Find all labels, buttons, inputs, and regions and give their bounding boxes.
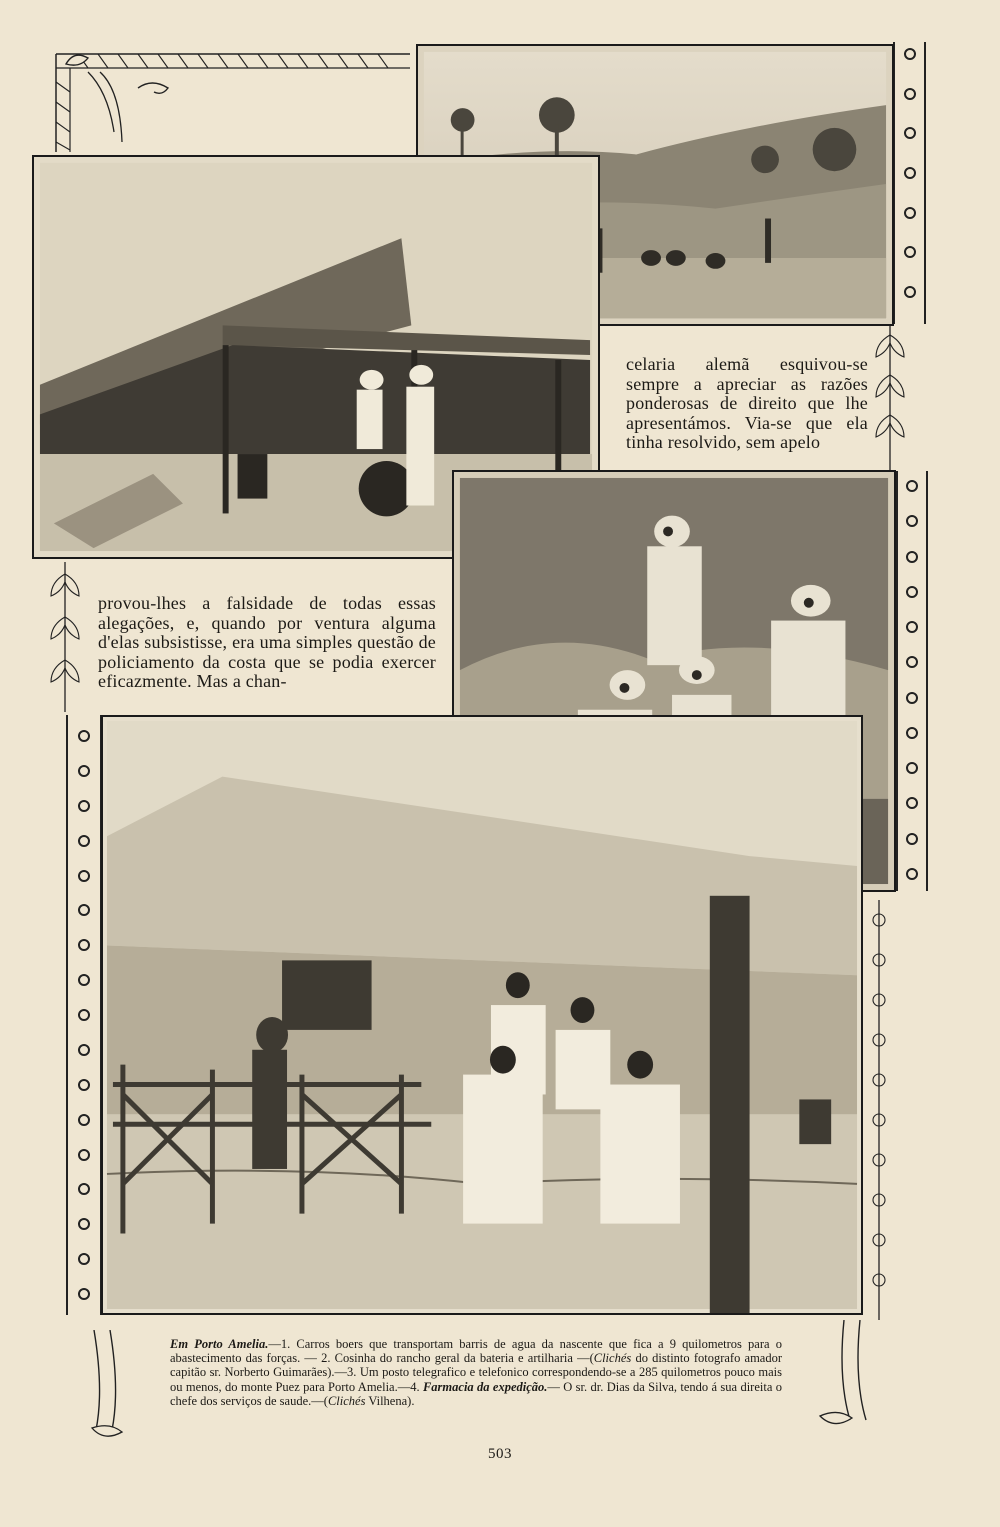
ring-icon <box>78 765 90 777</box>
ring-icon <box>78 974 90 986</box>
ribbon-ornament-icon <box>84 1330 154 1450</box>
ring-icon <box>78 835 90 847</box>
ring-icon <box>906 586 918 598</box>
border-line <box>926 471 928 891</box>
vine-ornament-icon <box>873 325 907 470</box>
ring-icon <box>904 207 916 219</box>
ring-icon <box>78 1044 90 1056</box>
caption-text: — O sr. dr. Dias da Silva, tendo á sua direita o chefe dos serviços de saude.—( <box>170 1379 782 1408</box>
ring-icon <box>906 833 918 845</box>
ring-icon <box>78 1149 90 1161</box>
ring-icon <box>78 1079 90 1091</box>
ring-icon <box>906 762 918 774</box>
caption-credit: Clichés <box>593 1351 632 1366</box>
caption-lead: Em Porto Amelia. <box>170 1337 269 1351</box>
photo-expedition-pharmacy <box>101 715 863 1315</box>
ring-icon <box>78 1218 90 1230</box>
article-text-middle <box>98 594 436 692</box>
ring-icon <box>78 939 90 951</box>
ring-icon <box>904 127 916 139</box>
ring-icon <box>906 480 918 492</box>
ring-icon <box>904 167 916 179</box>
ribbon-ornament-icon <box>48 42 418 156</box>
ring-icon <box>906 656 918 668</box>
article-text-top <box>626 355 868 453</box>
photo-caption <box>170 1337 782 1408</box>
ring-icon <box>906 692 918 704</box>
ring-icon <box>906 727 918 739</box>
ring-icon <box>906 868 918 880</box>
paragraph: celaria alemã esquivou-se sempre a apreciar as razões ponderosas de direito que lhe apresentámos. Via-se que ela tinha resolvido, sem apelo <box>626 354 868 452</box>
vine-ornament-icon <box>862 900 896 1320</box>
decorative-ring-border-right-top <box>896 48 924 298</box>
vine-ornament-icon <box>48 562 82 712</box>
ring-icon <box>78 800 90 812</box>
border-line <box>924 42 926 324</box>
page-number: 503 <box>488 1446 512 1462</box>
ring-icon <box>78 1183 90 1195</box>
border-line <box>66 715 68 1315</box>
ring-icon <box>78 1114 90 1126</box>
ring-icon <box>78 870 90 882</box>
ring-icon <box>904 88 916 100</box>
ring-icon <box>906 515 918 527</box>
caption-credit: Clichés <box>327 1393 366 1408</box>
ring-icon <box>78 1288 90 1300</box>
ring-icon <box>78 730 90 742</box>
ring-icon <box>906 621 918 633</box>
decorative-ring-border-right-middle <box>898 480 926 880</box>
caption-text: —1. Carros boers que transportam barris de agua da nascente que fica a 9 quilometros para o abastecimento das forças. — 2. Cosinha do rancho geral da bateria e artilharia —( <box>170 1337 782 1366</box>
paragraph: provou-lhes a falsidade de todas essas alegações, e, quando por ventura alguma d'elas subsistisse, era uma simples questão de policiamento da costa que se podia exercer eficazmente. Mas a chan- <box>98 593 436 691</box>
ring-icon <box>906 551 918 563</box>
ring-icon <box>78 904 90 916</box>
decorative-ring-border-left-bottom <box>69 730 99 1300</box>
ring-icon <box>78 1009 90 1021</box>
decorative-frame-top-left <box>48 42 418 156</box>
ribbon-ornament-icon <box>800 1320 870 1440</box>
caption-text: do distinto fotografo amador capitão sr. Norberto Guimarães).—3. Um posto telegrafico e telefonico correspondendo-se a 285 quilometros pouco mais ou menos, do monte Puez para Porto Amelia.—4. <box>170 1351 783 1394</box>
ring-icon <box>78 1253 90 1265</box>
caption-text: Vilhena). <box>365 1393 415 1408</box>
ring-icon <box>906 797 918 809</box>
caption-subhead: Farmacia da expedição. <box>422 1379 548 1394</box>
ring-icon <box>904 246 916 258</box>
ring-icon <box>904 286 916 298</box>
ring-icon <box>904 48 916 60</box>
